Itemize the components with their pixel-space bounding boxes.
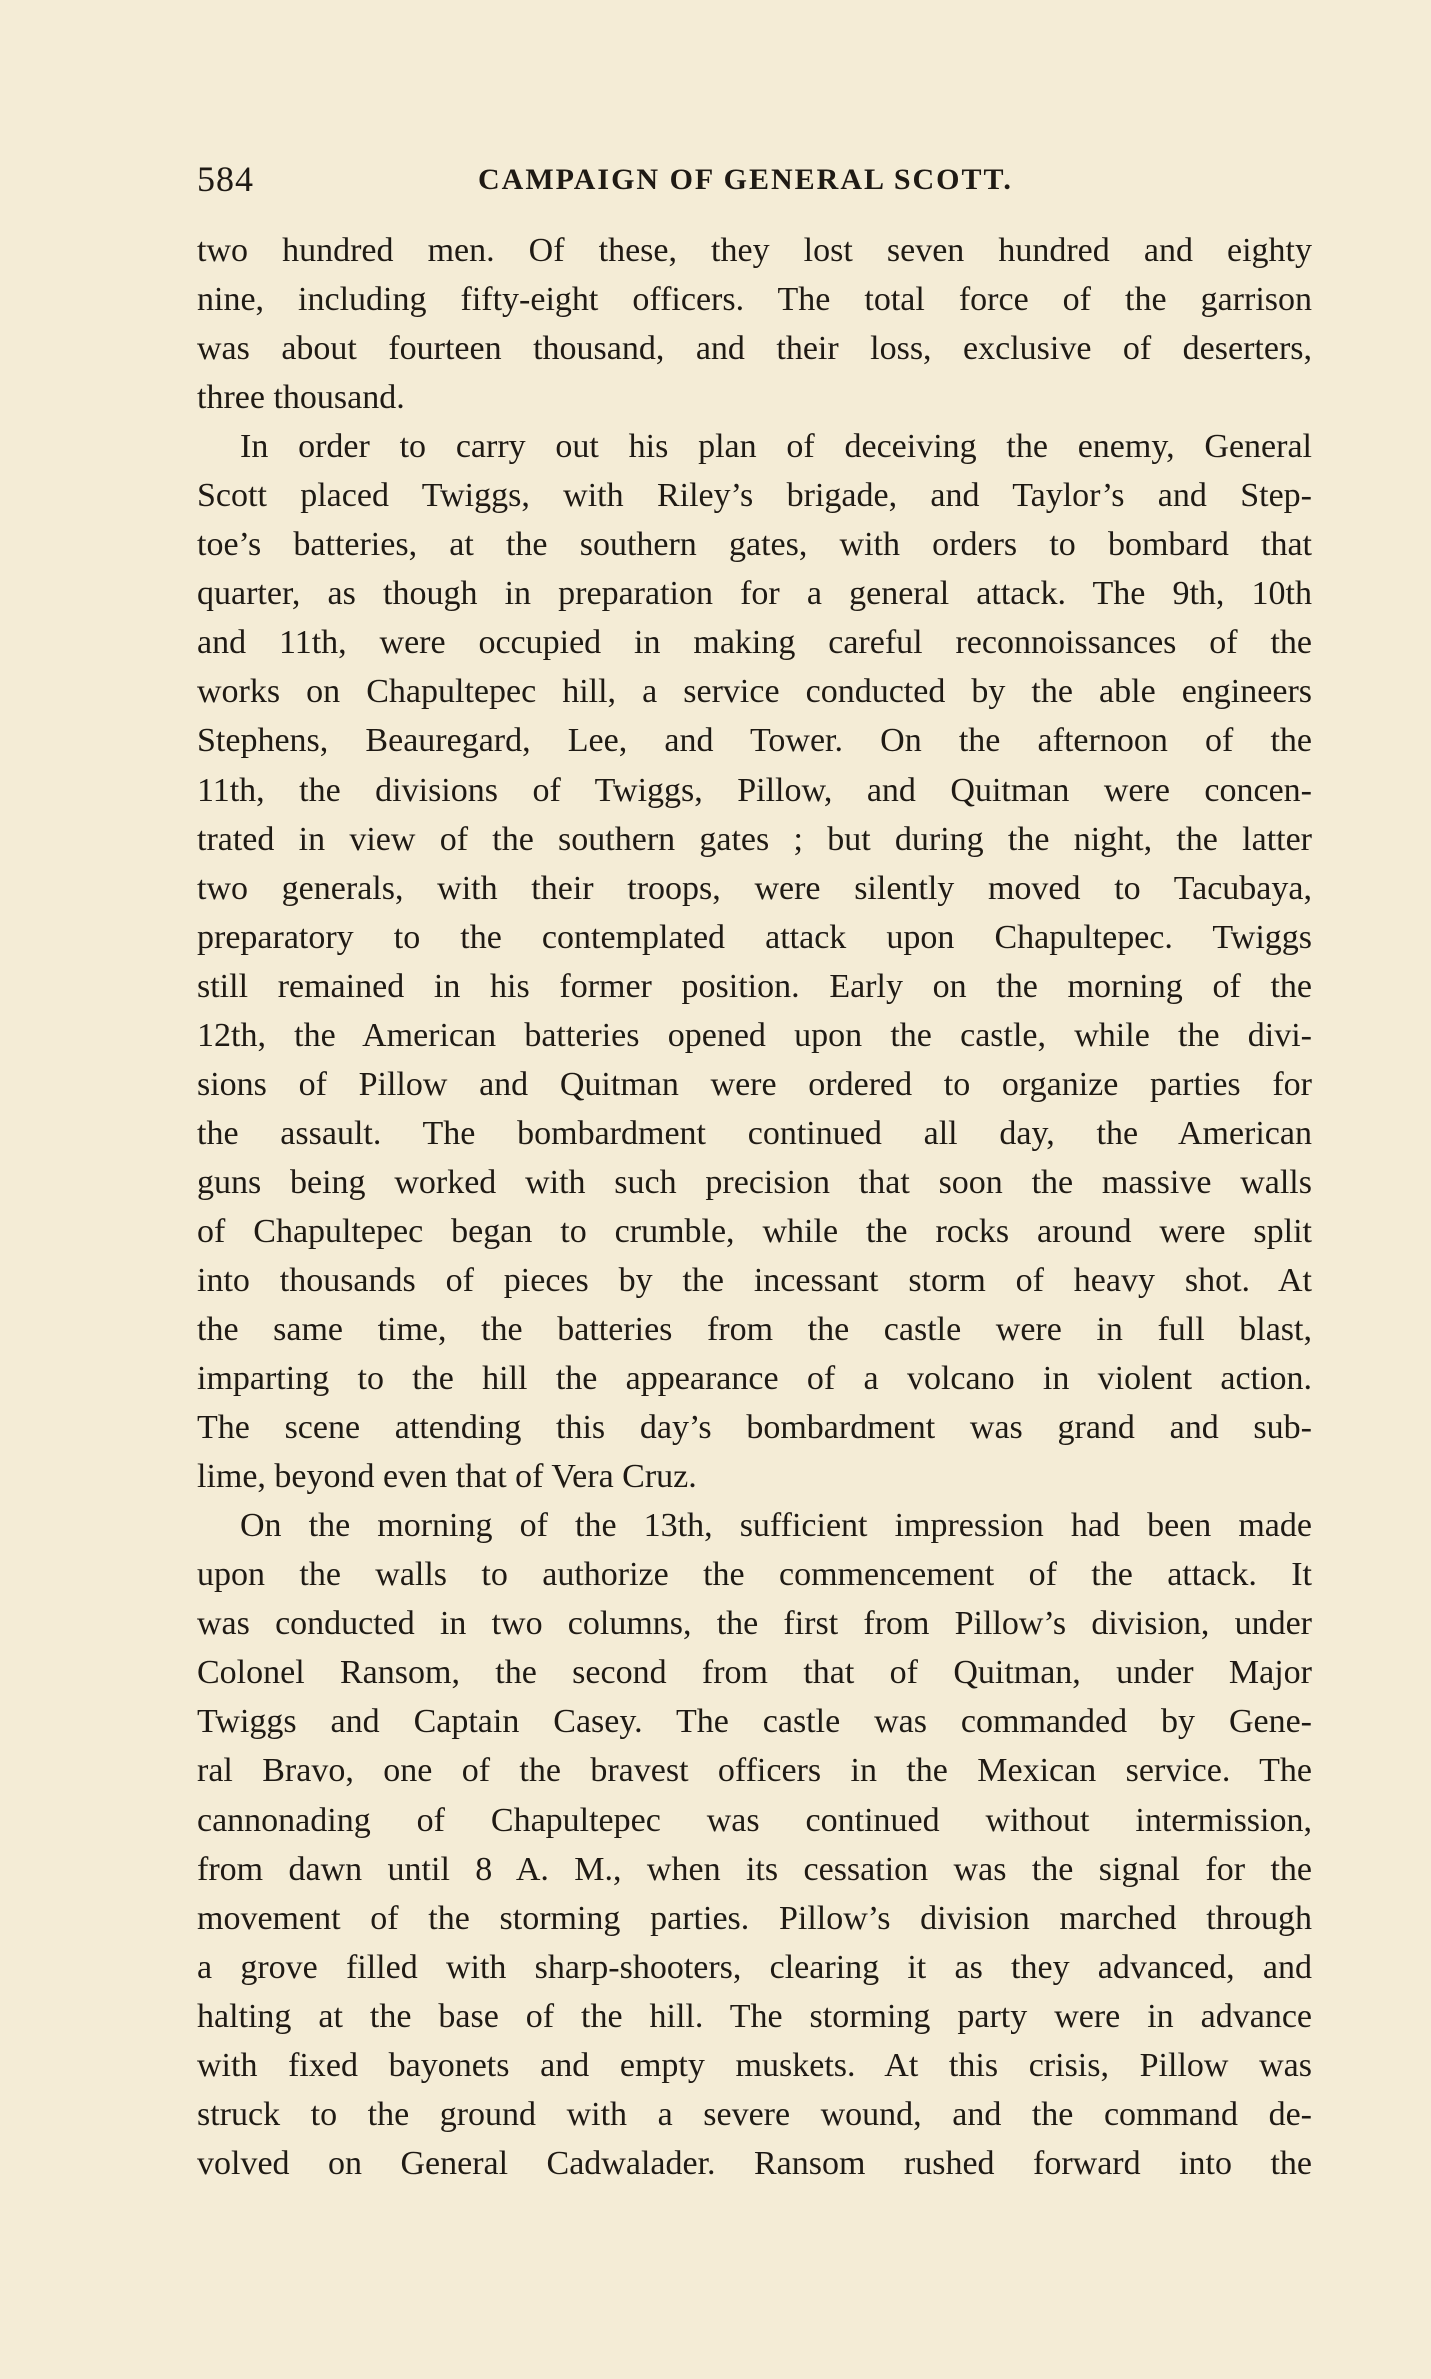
- text-line: two generals, with their troops, were silently moved to Tacubaya,: [197, 869, 1312, 907]
- text-line: guns being worked with such precision that soon the massive walls: [197, 1163, 1312, 1201]
- text-line: into thousands of pieces by the incessant storm of heavy shot. At: [197, 1261, 1312, 1299]
- text-line: works on Chapultepec hill, a service conducted by the able engineers: [197, 673, 1312, 711]
- text-line: was about fourteen thousand, and their loss, exclusive of deserters,: [197, 330, 1312, 368]
- text-line: with fixed bayonets and empty muskets. At this crisis, Pillow was: [197, 2046, 1312, 2084]
- text-line: On the morning of the 13th, sufficient impression had been made: [240, 1507, 1312, 1545]
- text-line: imparting to the hill the appearance of a volcano in violent action.: [197, 1360, 1312, 1398]
- body-text: [197, 226, 1312, 2188]
- text-line: quarter, as though in preparation for a general attack. The 9th, 10th: [197, 575, 1312, 613]
- text-line: Colonel Ransom, the second from that of Quitman, under Major: [197, 1654, 1312, 1692]
- text-line: halting at the base of the hill. The storming party were in advance: [197, 1997, 1312, 2035]
- text-line: Stephens, Beauregard, Lee, and Tower. On the afternoon of the: [197, 722, 1312, 760]
- text-line: was conducted in two columns, the first from Pillow’s division, under: [197, 1605, 1312, 1643]
- text-line: preparatory to the contemplated attack upon Chapultepec. Twiggs: [197, 918, 1312, 956]
- text-line: and 11th, were occupied in making careful reconnoissances of the: [197, 624, 1312, 662]
- text-line: the same time, the batteries from the castle were in full blast,: [197, 1311, 1312, 1349]
- text-line: the assault. The bombardment continued all day, the American: [197, 1114, 1312, 1152]
- page-header: [197, 154, 1312, 204]
- text-line: three thousand.: [197, 379, 405, 417]
- text-line: ral Bravo, one of the bravest officers in the Mexican service. The: [197, 1752, 1312, 1790]
- text-line: trated in view of the southern gates ; but during the night, the latter: [197, 820, 1312, 858]
- text-line: toe’s batteries, at the southern gates, with orders to bombard that: [197, 526, 1312, 564]
- text-line: still remained in his former position. Early on the morning of the: [197, 967, 1312, 1005]
- text-line: lime, beyond even that of Vera Cruz.: [197, 1458, 697, 1496]
- text-line: struck to the ground with a severe wound, and the command de-: [197, 2095, 1312, 2133]
- text-line: of Chapultepec began to crumble, while the rocks around were split: [197, 1212, 1312, 1250]
- bottom-margin: [0, 2240, 1431, 2379]
- page-number: 584: [197, 159, 254, 199]
- text-line: upon the walls to authorize the commencement of the attack. It: [197, 1556, 1312, 1594]
- text-line: from dawn until 8 A. M., when its cessation was the signal for the: [197, 1850, 1312, 1888]
- text-line: In order to carry out his plan of deceiving the enemy, General: [240, 428, 1312, 466]
- text-line: nine, including fifty-eight officers. The total force of the garrison: [197, 281, 1312, 319]
- text-line: The scene attending this day’s bombardment was grand and sub-: [197, 1409, 1312, 1447]
- text-line: sions of Pillow and Quitman were ordered to organize parties for: [197, 1065, 1312, 1103]
- text-line: movement of the storming parties. Pillow’s division marched through: [197, 1899, 1312, 1937]
- text-line: Scott placed Twiggs, with Riley’s brigade, and Taylor’s and Step-: [197, 477, 1312, 515]
- text-line: 11th, the divisions of Twiggs, Pillow, and Quitman were concen-: [197, 771, 1312, 809]
- text-line: a grove filled with sharp-shooters, clearing it as they advanced, and: [197, 1948, 1312, 1986]
- text-line: two hundred men. Of these, they lost seven hundred and eighty: [197, 232, 1312, 269]
- text-line: 12th, the American batteries opened upon the castle, while the divi-: [197, 1016, 1312, 1054]
- text-line: volved on General Cadwalader. Ransom rushed forward into the: [197, 2144, 1312, 2182]
- text-line: Twiggs and Captain Casey. The castle was commanded by Gene-: [197, 1703, 1312, 1741]
- running-title: CAMPAIGN OF GENERAL SCOTT.: [478, 163, 1013, 196]
- text-line: cannonading of Chapultepec was continued without intermission,: [197, 1801, 1312, 1839]
